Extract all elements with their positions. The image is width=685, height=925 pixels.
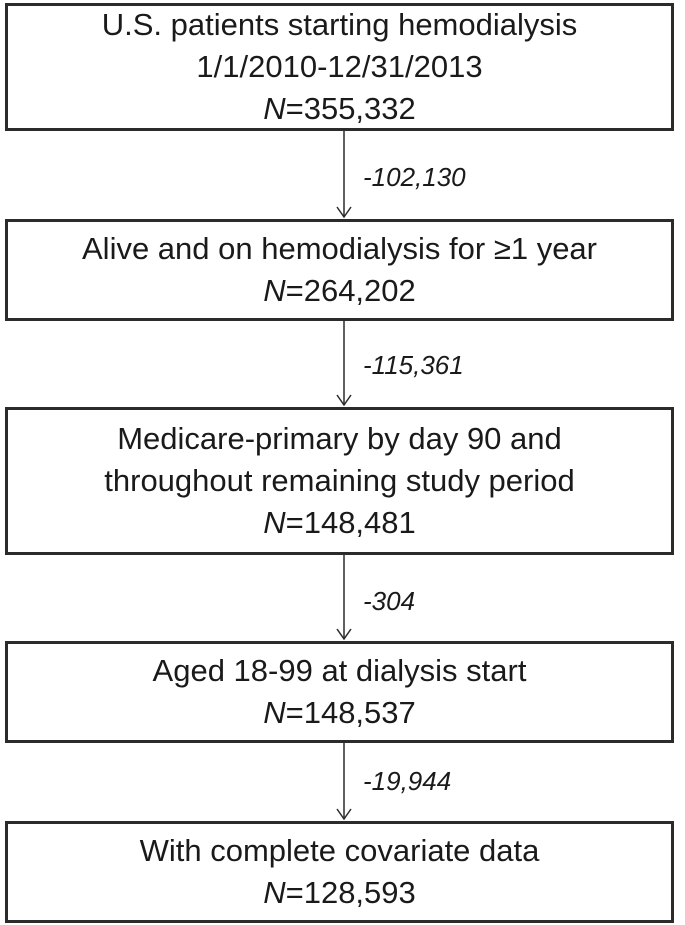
step-box-initial-cohort	[5, 3, 674, 131]
step-1-count	[263, 88, 416, 130]
step-3-n-symbol: N	[263, 505, 286, 540]
step-5-line-1: With complete covariate data	[139, 833, 540, 868]
exclusion-count-3: -304	[363, 586, 416, 616]
step-1-line-1: U.S. patients starting hemodialysis	[101, 7, 578, 42]
step-1-n-value: =355,332	[285, 91, 416, 126]
step-3-line-2: throughout remaining study period	[104, 463, 575, 498]
step-box-alive-one-year	[5, 219, 674, 321]
step-1-line-2: 1/1/2010-12/31/2013	[196, 49, 483, 84]
step-4-line-1: Aged 18-99 at dialysis start	[152, 653, 527, 688]
step-box-medicare-primary	[5, 407, 674, 555]
step-5-count	[263, 872, 416, 914]
step-4-count	[263, 692, 416, 734]
step-3-line-1: Medicare-primary by day 90 and	[117, 421, 562, 456]
step-2-count	[263, 270, 416, 312]
exclusion-count-1: -102,130	[363, 162, 466, 192]
step-5-n-value: =128,593	[285, 875, 416, 910]
exclusion-count-4: -19,944	[363, 766, 452, 796]
step-2-n-symbol: N	[263, 273, 286, 308]
step-box-age-range	[5, 641, 674, 743]
step-3-count	[263, 502, 416, 544]
step-4-n-symbol: N	[263, 695, 286, 730]
exclusion-count-2: -115,361	[363, 350, 464, 380]
step-2-line-1: Alive and on hemodialysis for ≥1 year	[82, 231, 597, 266]
step-2-n-value: =264,202	[285, 273, 416, 308]
step-5-n-symbol: N	[263, 875, 286, 910]
step-3-n-value: =148,481	[285, 505, 416, 540]
step-4-n-value: =148,537	[285, 695, 416, 730]
step-box-complete-covariates	[5, 821, 674, 923]
step-1-n-symbol: N	[263, 91, 286, 126]
